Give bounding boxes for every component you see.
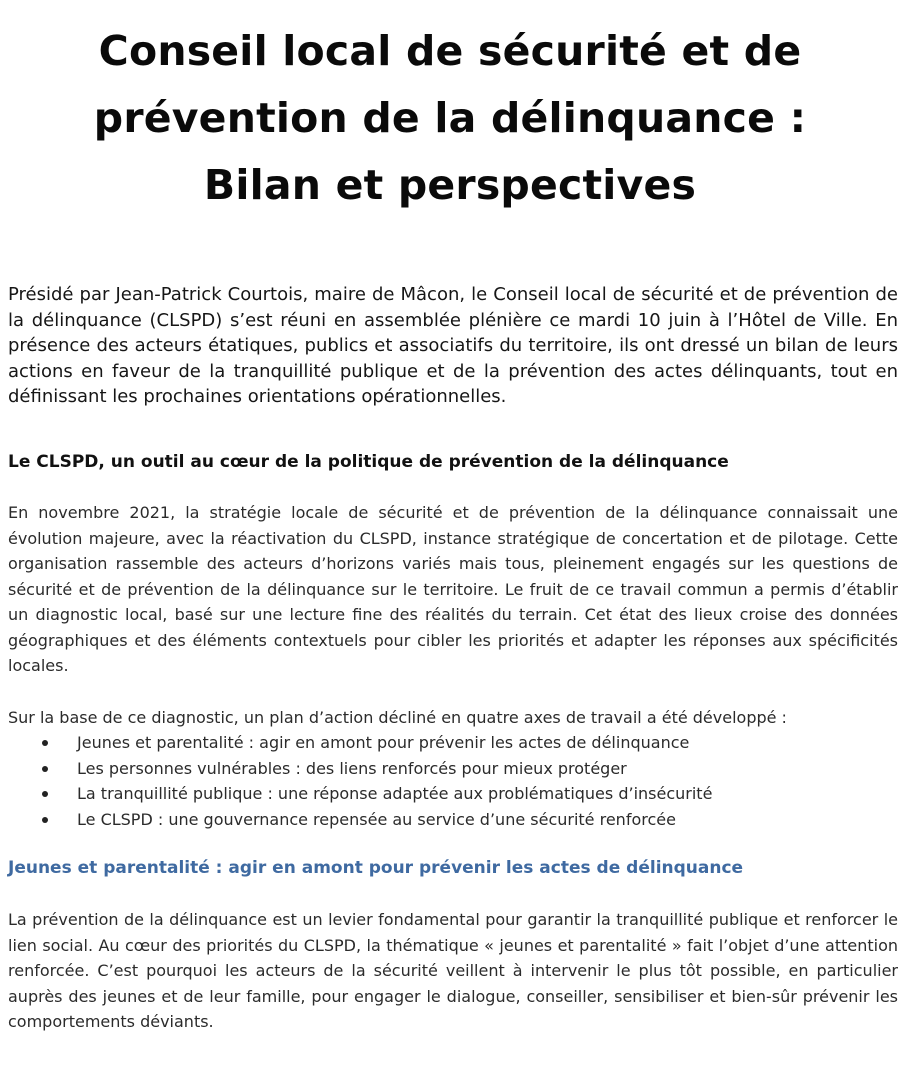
list-item [0, 781, 900, 807]
title-line-1: Conseil local de sécurité et de [98, 27, 802, 75]
bullet-icon [42, 766, 48, 772]
list-item [0, 730, 900, 756]
list-item [0, 756, 900, 782]
youth-paragraph: La prévention de la délinquance est un levier fondamental pour garantir la tranquillité publique et renforcer le lien social. Au cœur des priorités du CLSPD, la thématique « jeunes et parentalité » fait l’objet d’une attention renforcée. C’est pourquoi les acteurs de la sécurité veillent à intervenir le plus tôt possible, en particulier auprès des jeunes et de leur famille, pour engager le dialogue, conseiller, sensibiliser et bien-sûr prévenir les comportements déviants. [8, 910, 898, 1031]
section-heading-clspd: Le CLSPD, un outil au cœur de la politique de prévention de la délinquance [8, 452, 729, 472]
page-title [0, 18, 900, 219]
title-line-2: prévention de la délinquance : [93, 94, 807, 142]
list-item-text: Jeunes et parentalité : agir en amont pour prévenir les actes de délinquance [77, 733, 690, 752]
bullet-icon [42, 791, 48, 797]
action-axes-list [0, 730, 900, 832]
list-item-text: Le CLSPD : une gouvernance repensée au service d’une sécurité renforcée [77, 809, 676, 829]
list-item [0, 807, 900, 833]
list-item-text: Les personnes vulnérables : des liens renforcés pour mieux protéger [77, 758, 627, 778]
action-plan-intro: Sur la base de ce diagnostic, un plan d’action décliné en quatre axes de travail a été développé : [8, 708, 787, 727]
title-line-3: Bilan et perspectives [203, 161, 697, 209]
list-item-text: La tranquillité publique : une réponse adaptée aux problématiques d’insécurité [77, 784, 713, 803]
intro-paragraph: Présidé par Jean-Patrick Courtois, maire de Mâcon, le Conseil local de sécurité et de prévention de la délinquance (CLSPD) s’est réuni en assemblée plénière ce mardi 10 juin à l’Hôtel de Ville. En présence des acteurs étatiques, publics et associatifs du territoire, ils ont dressé un bilan de leurs actions en faveur de la tranquillité publique et de la prévention des actes délinquants, tout en définissant les prochaines orientations opérationnelles. [8, 284, 898, 407]
bullet-icon [42, 740, 48, 746]
clspd-paragraph: En novembre 2021, la stratégie locale de sécurité et de prévention de la délinquance connaissait une évolution majeure, avec la réactivation du CLSPD, instance stratégique de concertation et de pilotage. Cette organisation rassemble des acteurs d’horizons variés mais tous, pleinement engagés sur les questions de sécurité et de prévention de la délinquance sur le territoire. Le fruit de ce travail commun a permis d’établir un diagnostic local, basé sur une lecture fine des réalités du terrain. Cet état des lieux croise des données géographiques et des éléments contextuels pour cibler les priorités et adapter les réponses aux spécificités locales. [8, 503, 898, 675]
bullet-icon [42, 817, 48, 823]
section-heading-youth: Jeunes et parentalité : agir en amont pour prévenir les actes de délinquance [8, 858, 744, 878]
